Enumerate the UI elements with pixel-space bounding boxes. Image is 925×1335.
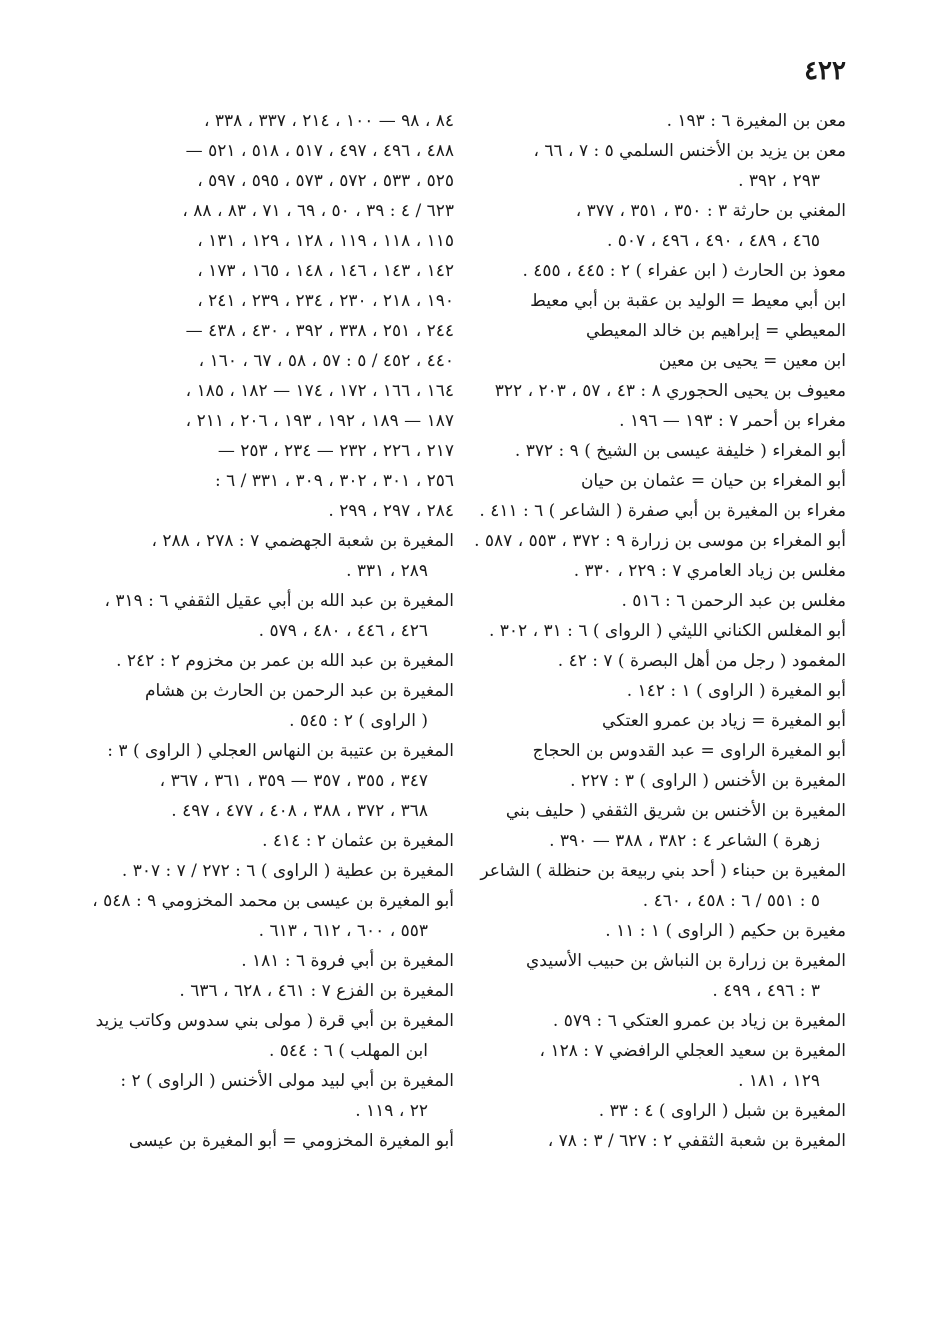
index-entry-line: أبو المغيرة ( الراوى ) ١ : ١٤٢ . bbox=[626, 681, 846, 701]
index-entry-line: أبو المغراء بن موسى بن زرارة ٩ : ٣٧٢ ، ٥٥٣ ، ٥٨٧ . bbox=[474, 531, 846, 551]
index-entry-line: المغيرة بن عثمان ٢ : ٤١٤ . bbox=[262, 831, 454, 851]
index-entry-line: أبو المغيرة المخزومي = أبو المغيرة بن عيسى bbox=[128, 1131, 454, 1151]
index-entry bbox=[462, 436, 846, 466]
index-entry-continuation-line: ٥٢٥ ، ٥٣٣ ، ٥٧٢ ، ٥٧٣ ، ٥٩٥ ، ٥٩٧ ، bbox=[197, 171, 454, 191]
index-entry-line: مغراء بن أحمر ٧ : ١٩٣ — ١٩٦ . bbox=[619, 411, 846, 431]
index-entry bbox=[72, 526, 454, 586]
index-entry bbox=[462, 856, 846, 916]
index-entry bbox=[72, 646, 454, 676]
index-entry-line: معوذ بن الحارث ( ابن عفراء ) ٢ : ٤٤٥ ، ٤٥٥ . bbox=[522, 261, 846, 281]
index-entry bbox=[462, 316, 846, 346]
index-entry bbox=[462, 1096, 846, 1126]
index-entry-line: المغيرة بن زياد بن عمرو العتكي ٦ : ٥٧٩ . bbox=[552, 1011, 846, 1031]
index-entry-continuation-line: ٢١٧ ، ٢٢٦ ، ٢٣٢ — ٢٣٤ ، ٢٥٣ — bbox=[217, 441, 454, 461]
index-entry bbox=[72, 1066, 454, 1126]
index-entry bbox=[462, 376, 846, 406]
index-entry-line: أبو المغراء ( خليفة عيسى بن الشيخ ) ٩ : ٣٧٢ . bbox=[514, 441, 846, 461]
index-entry-line: مغلس بن عبد الرحمن ٦ : ٥١٦ . bbox=[621, 591, 846, 611]
index-entry-continuation-line: ابن المهلب ) ٦ : ٥٤٤ . bbox=[268, 1041, 428, 1061]
index-entry-continuation-line: ٢٩٣ ، ٣٩٢ . bbox=[738, 171, 820, 191]
index-entry bbox=[462, 706, 846, 736]
index-entry bbox=[462, 676, 846, 706]
index-entry bbox=[462, 256, 846, 286]
index-entry-line: معن بن المغيرة ٦ : ١٩٣ . bbox=[666, 111, 846, 131]
index-entry-line: أبو المغراء بن حيان = عثمان بن حيان bbox=[580, 471, 846, 491]
index-entry-line: المغيرة بن عبد الله بن عمر بن مخزوم ٢ : ٢٤٢ . bbox=[116, 651, 454, 671]
page-number: ٤٢٢ bbox=[804, 56, 846, 86]
index-entry bbox=[462, 796, 846, 856]
index-entry bbox=[72, 586, 454, 646]
index-entry bbox=[462, 136, 846, 196]
index-column-right bbox=[462, 106, 846, 1156]
index-entry-line: مغلس بن زياد العامري ٧ : ٢٢٩ ، ٣٣٠ . bbox=[573, 561, 846, 581]
index-entry bbox=[462, 406, 846, 436]
index-entry-line: المغيرة بن شعبة الثقفي ٢ : ٦٢٧ / ٣ : ٧٨ ، bbox=[547, 1131, 846, 1151]
index-entry bbox=[72, 106, 454, 526]
index-entry bbox=[462, 556, 846, 586]
index-entry-continuation-line: ٣ : ٤٩٦ ، ٤٩٩ . bbox=[712, 981, 820, 1001]
index-entry-continuation-line: ٤٤٠ ، ٤٥٢ / ٥ : ٥٧ ، ٥٨ ، ٦٧ ، ١٦٠ ، bbox=[198, 351, 454, 371]
index-entry-line: ابن معين = يحيى بن معين bbox=[658, 351, 846, 371]
index-entry-continuation-line: زهرة ) الشاعر ٤ : ٣٨٢ ، ٣٨٨ — ٣٩٠ . bbox=[549, 831, 820, 851]
index-entry bbox=[462, 946, 846, 1006]
index-entry bbox=[72, 886, 454, 946]
index-entry bbox=[462, 526, 846, 556]
index-entry-line: المغيرة بن شعبة الجهضمي ٧ : ٢٧٨ ، ٢٨٨ ، bbox=[151, 531, 454, 551]
index-entry-line: ابن أبي معيط = الوليد بن عقبة بن أبي معيط bbox=[530, 291, 846, 311]
index-entry-continuation-line: ١٢٩ ، ١٨١ . bbox=[738, 1071, 820, 1091]
index-entry bbox=[462, 1036, 846, 1096]
index-entry bbox=[462, 346, 846, 376]
index-entry-line: المغيرة بن سعيد العجلي الرافضي ٧ : ١٢٨ ، bbox=[539, 1041, 846, 1061]
index-entry-line: مغراء بن المغيرة بن أبي صفرة ( الشاعر ) ٦ : ٤١١ . bbox=[479, 501, 846, 521]
index-entry-continuation-line: ٢٥٦ ، ٣٠١ ، ٣٠٢ ، ٣٠٩ ، ٣٣١ / ٦ : bbox=[214, 471, 454, 491]
index-entry-line: المغيرة بن عبد الله بن أبي عقيل الثقفي ٦ : ٣١٩ ، bbox=[104, 591, 454, 611]
index-entry bbox=[462, 496, 846, 526]
index-entry-line: أبو المغيرة بن عيسى بن محمد المخزومي ٩ : ٥٤٨ ، bbox=[92, 891, 454, 911]
index-entry-line: المغيرة بن عبد الرحمن بن الحارث بن هشام bbox=[144, 681, 454, 701]
index-entry-line: المغيرة بن أبي قرة ( مولى بني سدوس وكاتب يزيد bbox=[95, 1011, 454, 1031]
index-entry-continuation-line: ٣٦٨ ، ٣٧٢ ، ٣٨٨ ، ٤٠٨ ، ٤٧٧ ، ٤٩٧ . bbox=[171, 801, 428, 821]
index-entry-continuation-line: ٣٤٧ ، ٣٥٥ ، ٣٥٧ — ٣٥٩ ، ٣٦١ ، ٣٦٧ ، bbox=[159, 771, 428, 791]
index-entry bbox=[462, 1126, 846, 1156]
index-entry-line: مغيرة بن حكيم ( الراوى ) ١ : ١١ . bbox=[605, 921, 846, 941]
index-entry bbox=[462, 466, 846, 496]
index-entry-continuation-line: ٦٢٣ / ٤ : ٣٩ ، ٥٠ ، ٦٩ ، ٧١ ، ٨٣ ، ٨٨ ، bbox=[182, 201, 454, 221]
index-entry-line: أبو المغيرة = زياد بن عمرو العتكي bbox=[602, 711, 846, 731]
index-entry-continuation-line: ٤٢٦ ، ٤٤٦ ، ٤٨٠ ، ٥٧٩ . bbox=[258, 621, 428, 641]
index-entry-continuation-line: ٤٦٥ ، ٤٨٩ ، ٤٩٠ ، ٤٩٦ ، ٥٠٧ . bbox=[606, 231, 820, 251]
index-entry bbox=[72, 676, 454, 736]
index-entry-line: أبو المغيرة الراوى = عبد القدوس بن الحجاج bbox=[532, 741, 846, 761]
index-entry bbox=[462, 1006, 846, 1036]
index-entry bbox=[462, 586, 846, 616]
index-entry bbox=[72, 976, 454, 1006]
index-entry-line: المغيرة بن حبناء ( أحد بني ربيعة بن حنظلة ) الشاعر bbox=[480, 861, 846, 881]
index-entry bbox=[462, 916, 846, 946]
index-entry-line: أبو المغلس الكناني الليثي ( الرواى ) ٦ : ٣١ ، ٣٠٢ . bbox=[488, 621, 846, 641]
index-entry-line: المغيرة بن عطية ( الراوى ) ٦ : ٢٧٢ / ٧ : ٣٠٧ . bbox=[121, 861, 454, 881]
index-entry-line: المغمود ( رجل من أهل البصرة ) ٧ : ٤٢ . bbox=[557, 651, 846, 671]
index-column-left bbox=[72, 106, 454, 1156]
index-entry bbox=[72, 856, 454, 886]
index-entry bbox=[462, 736, 846, 766]
index-entry-line: معن بن يزيد بن الأخنس السلمي ٥ : ٧ ، ٦٦ ، bbox=[533, 141, 846, 161]
index-entry-line: معيوف بن يحيى الحجوري ٨ : ٤٣ ، ٥٧ ، ٢٠٣ ، ٣٢٢ bbox=[494, 381, 846, 401]
index-entry-line: المعيطي = إبراهيم بن خالد المعيطي bbox=[585, 321, 846, 341]
index-entry bbox=[72, 826, 454, 856]
index-entry-line: المغيرة بن شبل ( الراوى ) ٤ : ٣٣ . bbox=[598, 1101, 846, 1121]
index-entry bbox=[72, 1126, 454, 1156]
index-entry-line: المغني بن حارثة ٣ : ٣٥٠ ، ٣٥١ ، ٣٧٧ ، bbox=[575, 201, 846, 221]
index-entry bbox=[462, 646, 846, 676]
index-entry-line: المغيرة بن الأخنس ( الراوى ) ٣ : ٢٢٧ . bbox=[570, 771, 846, 791]
index-entry-continuation-line: ٢٤٤ ، ٢٥١ ، ٣٣٨ ، ٣٩٢ ، ٤٣٠ ، ٤٣٨ — bbox=[185, 321, 454, 341]
index-entry bbox=[462, 766, 846, 796]
index-entry-continuation-line: ١٨٧ — ١٨٩ ، ١٩٢ ، ١٩٣ ، ٢٠٦ ، ٢١١ ، bbox=[185, 411, 454, 431]
index-entry-continuation-line: ٢٢ ، ١١٩ . bbox=[355, 1101, 428, 1121]
index-entry-continuation-line: ٢٨٤ ، ٢٩٧ ، ٢٩٩ . bbox=[328, 501, 454, 521]
index-entry-continuation-line: ١١٥ ، ١١٨ ، ١١٩ ، ١٢٨ ، ١٢٩ ، ١٣١ ، bbox=[197, 231, 454, 251]
index-entry bbox=[72, 736, 454, 826]
index-entry-continuation-line: ١٦٤ ، ١٦٦ ، ١٧٢ ، ١٧٤ — ١٨٢ ، ١٨٥ ، bbox=[185, 381, 454, 401]
index-entry-line: المغيرة بن أبي فروة ٦ : ١٨١ . bbox=[241, 951, 454, 971]
index-entry bbox=[72, 946, 454, 976]
index-entry-line: المغيرة بن عتيبة بن النهاس العجلي ( الراوى ) ٣ : bbox=[107, 741, 454, 761]
index-entry-continuation-line: ١٩٠ ، ٢١٨ ، ٢٣٠ ، ٢٣٤ ، ٢٣٩ ، ٢٤١ ، bbox=[197, 291, 454, 311]
index-entry bbox=[462, 196, 846, 256]
index-entry-continuation-line: ١٤٢ ، ١٤٣ ، ١٤٦ ، ١٤٨ ، ١٦٥ ، ١٧٣ ، bbox=[197, 261, 454, 281]
index-entry-continuation-line: ( الراوى ) ٢ : ٥٤٥ . bbox=[289, 711, 428, 731]
index-entry-line: المغيرة بن أبي لبيد مولى الأخنس ( الراوى ) ٢ : bbox=[120, 1071, 454, 1091]
index-entry-continuation-line: ٤٨٨ ، ٤٩٦ ، ٤٩٧ ، ٥١٧ ، ٥١٨ ، ٥٢١ — bbox=[185, 141, 454, 161]
index-entry-continuation-line: ٢٨٩ ، ٣٣١ . bbox=[346, 561, 428, 581]
index-entry-line: المغيرة بن الفزع ٧ : ٤٦١ ، ٦٢٨ ، ٦٣٦ . bbox=[179, 981, 454, 1001]
index-entry-line: ٨٤ ، ٩٨ — ١٠٠ ، ٢١٤ ، ٣٣٧ ، ٣٣٨ ، bbox=[203, 111, 454, 131]
index-entry bbox=[462, 616, 846, 646]
index-entry-continuation-line: ٥٥٣ ، ٦٠٠ ، ٦١٢ ، ٦١٣ . bbox=[258, 921, 428, 941]
index-entry bbox=[462, 106, 846, 136]
index-entry-line: المغيرة بن زرارة بن النباش بن حبيب الأسيدي bbox=[525, 951, 846, 971]
index-entry-continuation-line: ٥ : ٥٥١ / ٦ : ٤٥٨ ، ٤٦٠ . bbox=[642, 891, 820, 911]
index-entry bbox=[72, 1006, 454, 1066]
index-entry bbox=[462, 286, 846, 316]
index-entry-line: المغيرة بن الأخنس بن شريق الثقفي ( حليف بني bbox=[505, 801, 846, 821]
